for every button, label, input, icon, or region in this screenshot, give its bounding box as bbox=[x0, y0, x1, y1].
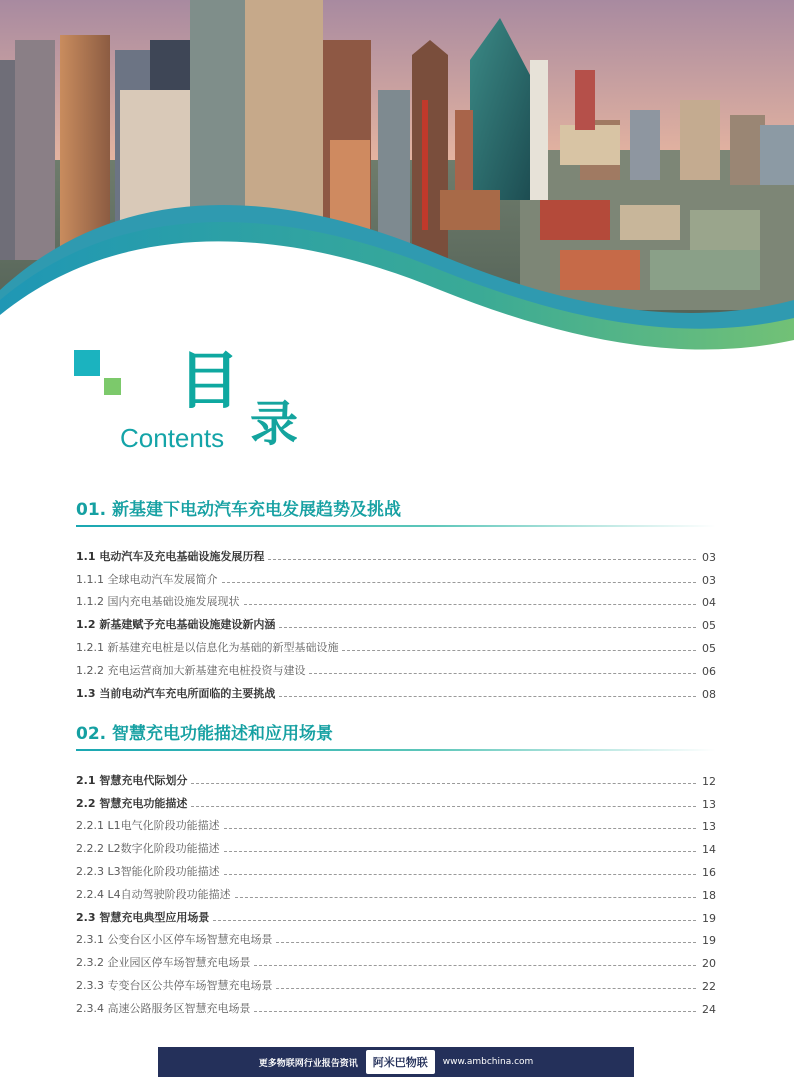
footer-brand[interactable]: 阿米巴物联 bbox=[366, 1050, 435, 1074]
toc-title-block bbox=[74, 344, 374, 460]
hero-city-image bbox=[0, 0, 794, 360]
chapter-02 bbox=[76, 721, 716, 1016]
dot-leader bbox=[279, 627, 696, 628]
toc-entry-label: 1.2.1 新基建充电桩是以信息化为基础的新型基础设施 bbox=[76, 640, 339, 654]
chapter-divider bbox=[76, 749, 716, 751]
toc-entry-page: 22 bbox=[702, 979, 716, 993]
decor-square-teal bbox=[74, 350, 100, 376]
chapter-entries bbox=[76, 541, 716, 701]
toc-entry[interactable] bbox=[76, 587, 716, 610]
toc-entry[interactable] bbox=[76, 902, 716, 925]
toc-entry[interactable] bbox=[76, 678, 716, 701]
footer-tagline: 更多物联网行业报告资讯 bbox=[258, 1058, 358, 1069]
toc-entry-page: 19 bbox=[702, 934, 716, 948]
footer-banner bbox=[158, 1047, 634, 1077]
toc-entry-page: 04 bbox=[702, 596, 716, 610]
dot-leader bbox=[224, 874, 696, 875]
chapter-title[interactable]: 01. 新基建下电动汽车充电发展趋势及挑战 bbox=[76, 500, 402, 520]
footer-url[interactable]: www.ambchina.com bbox=[442, 1057, 534, 1067]
dot-leader bbox=[191, 783, 696, 784]
toc-entry[interactable] bbox=[76, 993, 716, 1016]
city-skyline-illustration bbox=[0, 0, 794, 360]
toc-entry-page: 18 bbox=[702, 888, 716, 902]
chapter-entries bbox=[76, 765, 716, 1016]
decor-square-green bbox=[104, 378, 121, 395]
dot-leader bbox=[276, 988, 696, 989]
dot-leader bbox=[213, 920, 696, 921]
toc-entry[interactable] bbox=[76, 925, 716, 948]
toc-entry-page: 13 bbox=[702, 820, 716, 834]
toc-entry-label: 1.1.2 国内充电基础设施发展现状 bbox=[76, 595, 240, 609]
toc-entry-page: 24 bbox=[702, 1002, 716, 1016]
toc-entry-label: 1.2 新基建赋予充电基础设施建设新内涵 bbox=[76, 618, 276, 632]
toc-entry[interactable] bbox=[76, 811, 716, 834]
toc-entry-label: 1.3 当前电动汽车充电所面临的主要挑战 bbox=[76, 686, 276, 700]
toc-entry-label: 2.3 智慧充电典型应用场景 bbox=[76, 910, 210, 924]
dot-leader bbox=[224, 828, 696, 829]
toc-entry-page: 05 bbox=[702, 641, 716, 655]
toc-title-char-1: 目 bbox=[178, 344, 241, 417]
dot-leader bbox=[268, 559, 696, 560]
toc-title-char-2: 录 bbox=[250, 396, 299, 452]
toc-entry-page: 03 bbox=[702, 550, 716, 564]
toc-entry[interactable] bbox=[76, 655, 716, 678]
dot-leader bbox=[222, 582, 697, 583]
toc-entry-label: 2.2 智慧充电功能描述 bbox=[76, 796, 188, 810]
toc-entry[interactable] bbox=[76, 879, 716, 902]
toc-entry[interactable] bbox=[76, 947, 716, 970]
dot-leader bbox=[224, 851, 696, 852]
chapter-divider bbox=[76, 525, 716, 527]
toc-entry-page: 12 bbox=[702, 774, 716, 788]
toc-entry-label: 1.1 电动汽车及充电基础设施发展历程 bbox=[76, 549, 265, 563]
toc-entry-page: 05 bbox=[702, 619, 716, 633]
toc-entry-page: 20 bbox=[702, 957, 716, 971]
toc-entry-page: 14 bbox=[702, 843, 716, 857]
toc-entry-label: 2.2.2 L2数字化阶段功能描述 bbox=[76, 842, 220, 856]
toc-entry-label: 2.2.4 L4自动驾驶阶段功能描述 bbox=[76, 887, 231, 901]
toc-entry-label: 2.3.2 企业园区停车场智慧充电场景 bbox=[76, 956, 251, 970]
chapter-title[interactable]: 02. 智慧充电功能描述和应用场景 bbox=[76, 724, 334, 744]
toc-entry-page: 19 bbox=[702, 911, 716, 925]
dot-leader bbox=[276, 942, 696, 943]
toc-entry[interactable] bbox=[76, 970, 716, 993]
dot-leader bbox=[309, 673, 696, 674]
toc-entry[interactable] bbox=[76, 833, 716, 856]
toc-entry-label: 2.1 智慧充电代际划分 bbox=[76, 773, 188, 787]
toc-entry-label: 2.2.3 L3智能化阶段功能描述 bbox=[76, 864, 220, 878]
toc-entry[interactable] bbox=[76, 609, 716, 632]
dot-leader bbox=[254, 965, 696, 966]
toc-entry[interactable] bbox=[76, 788, 716, 811]
toc-entry-page: 16 bbox=[702, 865, 716, 879]
toc-entry-page: 13 bbox=[702, 797, 716, 811]
toc-entry-label: 1.1.1 全球电动汽车发展简介 bbox=[76, 572, 218, 586]
toc-entry-label: 2.3.4 高速公路服务区智慧充电场景 bbox=[76, 1001, 251, 1015]
toc-entry[interactable] bbox=[76, 541, 716, 564]
toc-entry[interactable] bbox=[76, 765, 716, 788]
dot-leader bbox=[279, 696, 696, 697]
toc-entry-page: 08 bbox=[702, 687, 716, 701]
toc-entry-label: 2.2.1 L1电气化阶段功能描述 bbox=[76, 819, 220, 833]
chapter-01 bbox=[76, 497, 716, 701]
toc-entry-page: 06 bbox=[702, 664, 716, 678]
toc-entry-label: 2.3.3 专变台区公共停车场智慧充电场景 bbox=[76, 978, 273, 992]
dot-leader bbox=[342, 650, 696, 651]
dot-leader bbox=[235, 897, 696, 898]
toc-entry-label: 2.3.1 公变台区小区停车场智慧充电场景 bbox=[76, 933, 273, 947]
toc-entry[interactable] bbox=[76, 564, 716, 587]
dot-leader bbox=[191, 806, 696, 807]
toc-entry-label: 1.2.2 充电运营商加大新基建充电桩投资与建设 bbox=[76, 663, 306, 677]
toc-entry[interactable] bbox=[76, 632, 716, 655]
dot-leader bbox=[254, 1011, 696, 1012]
toc-entry-page: 03 bbox=[702, 573, 716, 587]
toc-entry[interactable] bbox=[76, 856, 716, 879]
dot-leader bbox=[244, 604, 697, 605]
contents-label: Contents bbox=[120, 423, 225, 453]
